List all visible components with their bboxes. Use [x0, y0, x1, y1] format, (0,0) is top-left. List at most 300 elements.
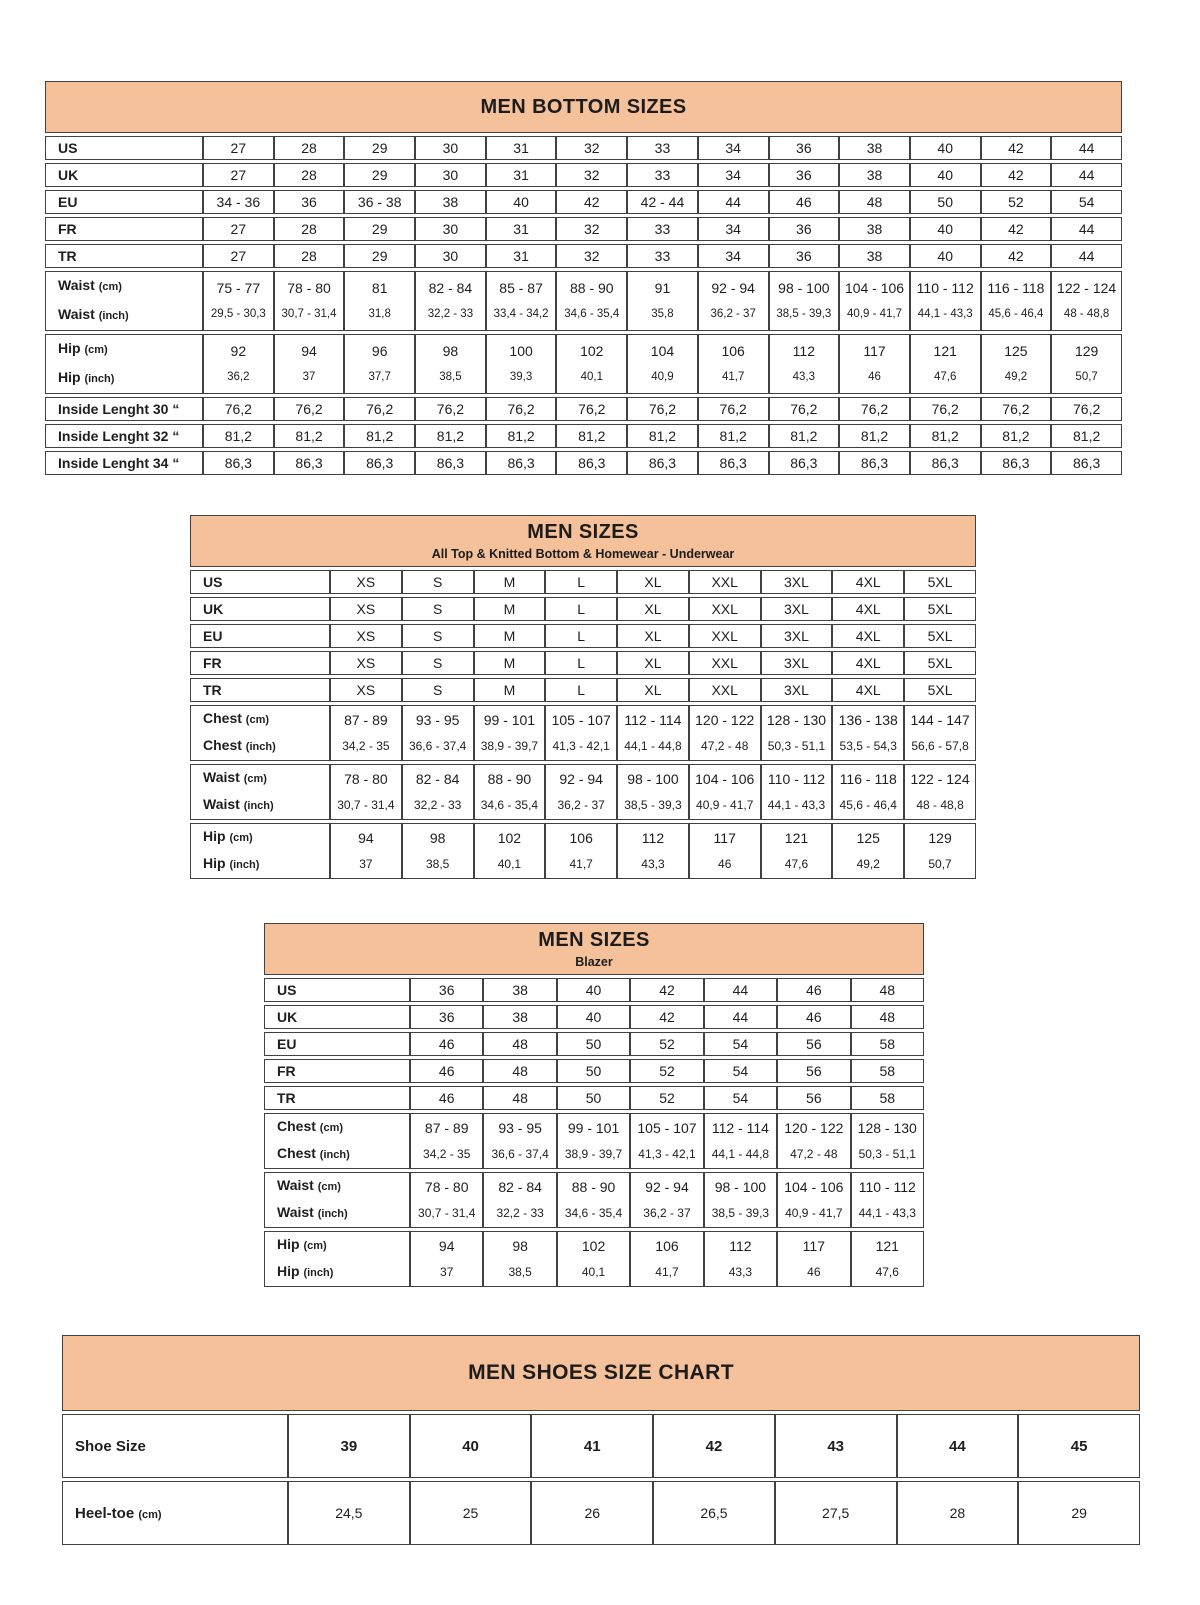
row-label-text: UK	[58, 167, 79, 183]
size-cell: 4XL	[832, 624, 904, 648]
size-value-cm: 105 - 107	[551, 712, 611, 728]
size-cell: L	[545, 624, 617, 648]
size-cell: M	[474, 597, 546, 621]
size-cell: 81,2	[769, 424, 840, 448]
size-value-inch: 46	[718, 857, 732, 871]
size-cell	[981, 271, 1052, 331]
size-cell: XXL	[689, 678, 761, 702]
size-cell: 42	[653, 1414, 775, 1478]
row-label-unit: (cm)	[138, 1508, 162, 1521]
table-row	[190, 705, 976, 761]
size-value-cm: 104 - 106	[695, 771, 755, 787]
row-label-text: TR	[277, 1090, 296, 1106]
row-label-cell	[190, 651, 330, 675]
row-label-cell	[45, 271, 203, 331]
size-value-inch: 36,2	[227, 371, 250, 383]
size-cell: 76,2	[344, 397, 415, 421]
row-label-text: Inside Lenght 34 “	[58, 455, 180, 471]
size-cell: M	[474, 678, 546, 702]
size-value-inch: 35,8	[651, 308, 674, 320]
size-cell: 40	[410, 1414, 532, 1478]
table-row	[190, 678, 976, 702]
size-value-cm: 92 - 94	[559, 771, 603, 787]
row-label-unit: (inch)	[243, 800, 274, 812]
table-row	[45, 136, 1122, 160]
size-value-inch: 44,1 - 44,8	[624, 739, 682, 753]
size-cell	[904, 705, 976, 761]
table-row	[264, 1032, 924, 1056]
row-label-text: Hip	[58, 340, 81, 356]
size-cell: 46	[410, 1032, 483, 1056]
row-label-line	[277, 1173, 409, 1200]
size-cell: 28	[897, 1481, 1019, 1545]
size-value-inch: 36,6 - 37,4	[491, 1147, 549, 1161]
row-label-text: US	[58, 140, 78, 156]
size-cell: 86,3	[769, 451, 840, 475]
row-label-text: UK	[277, 1009, 298, 1025]
size-cell	[851, 1231, 924, 1287]
size-value-cm: 104 - 106	[784, 1179, 844, 1195]
row-label-cell	[45, 397, 203, 421]
size-value-inch: 32,2 - 33	[413, 798, 462, 812]
size-value-cm: 121	[875, 1238, 899, 1254]
size-value-inch: 41,3 - 42,1	[552, 739, 610, 753]
table-row	[62, 1414, 1140, 1478]
size-cell: XXL	[689, 651, 761, 675]
row-label-text: UK	[203, 601, 224, 617]
size-cell: 50	[557, 1032, 630, 1056]
size-cell: 33	[627, 217, 698, 241]
size-cell	[556, 271, 627, 331]
size-cell	[274, 334, 345, 394]
size-value-inch: 33,4 - 34,2	[493, 308, 549, 320]
size-cell: 44	[1051, 217, 1122, 241]
size-value-inch: 40,9 - 41,7	[696, 798, 754, 812]
row-label-unit: (inch)	[229, 859, 260, 871]
size-cell: 54	[1051, 190, 1122, 214]
row-label-text: Chest	[277, 1145, 316, 1161]
size-cell	[630, 1113, 703, 1169]
row-label-unit: (inch)	[245, 741, 276, 753]
size-value-cm: 98 - 100	[627, 771, 679, 787]
size-value-inch: 37	[440, 1265, 454, 1279]
size-value-cm: 94	[358, 830, 374, 846]
size-cell: 5XL	[904, 678, 976, 702]
size-value-cm: 78 - 80	[287, 280, 331, 296]
row-label-cell	[190, 678, 330, 702]
size-value-cm: 112 - 114	[624, 712, 682, 728]
table-head	[62, 1335, 1140, 1411]
size-cell: 40	[557, 1005, 630, 1029]
size-cell: 76,2	[981, 397, 1052, 421]
size-cell: 46	[777, 978, 850, 1002]
table-subtitle: Blazer	[575, 955, 613, 969]
size-cell	[761, 764, 833, 820]
size-cell: 81,2	[910, 424, 981, 448]
size-value-inch: 36,6 - 37,4	[408, 739, 467, 753]
size-cell: 76,2	[486, 397, 557, 421]
row-label-unit: (cm)	[84, 344, 108, 356]
row-label-cell	[62, 1481, 288, 1545]
row-label-line	[203, 824, 329, 851]
row-label-cell	[45, 424, 203, 448]
row-label-text: Waist	[58, 306, 95, 322]
size-value-inch: 38,5 - 39,3	[624, 798, 682, 812]
size-cell: 40	[910, 163, 981, 187]
size-cell: 3XL	[761, 678, 833, 702]
size-cell: 44	[698, 190, 769, 214]
size-value-inch: 47,6	[875, 1265, 899, 1279]
size-cell: 27	[203, 244, 274, 268]
size-cell: XL	[617, 597, 689, 621]
size-cell: 43	[775, 1414, 897, 1478]
size-value-cm: 128 - 130	[766, 712, 827, 728]
size-cell: 30	[415, 136, 486, 160]
size-cell: 56	[777, 1032, 850, 1056]
size-cell: 36	[274, 190, 345, 214]
header-row	[45, 81, 1122, 133]
size-cell	[910, 334, 981, 394]
size-cell	[689, 764, 761, 820]
size-value-inch: 39,3	[509, 371, 533, 383]
row-label-text: EU	[277, 1036, 297, 1052]
size-cell: 31	[486, 163, 557, 187]
size-value-inch: 40,9 - 41,7	[785, 1206, 843, 1220]
size-cell: 31	[486, 217, 557, 241]
table-subtitle: All Top & Knitted Bottom & Homewear - Underwear	[431, 547, 735, 561]
row-label-cell	[190, 705, 330, 761]
size-cell: 52	[630, 1059, 703, 1083]
size-cell	[410, 1113, 483, 1169]
size-value-cm: 106	[569, 830, 593, 846]
size-cell	[483, 1231, 556, 1287]
size-value-cm: 122 - 124	[910, 771, 970, 787]
size-value-cm: 87 - 89	[424, 1120, 469, 1136]
size-value-cm: 105 - 107	[637, 1120, 697, 1136]
size-cell: 40	[910, 136, 981, 160]
row-label-text: Waist	[203, 769, 240, 785]
size-cell: 44	[704, 978, 777, 1002]
size-value-inch: 38,5	[425, 857, 450, 871]
table-row	[45, 244, 1122, 268]
size-value-cm: 136 - 138	[838, 712, 898, 728]
table-row	[264, 978, 924, 1002]
size-cell	[415, 334, 486, 394]
size-value-inch: 46	[868, 371, 881, 383]
size-cell: L	[545, 570, 617, 594]
size-cell: 45	[1018, 1414, 1140, 1478]
size-value-cm: 116 - 118	[987, 280, 1045, 296]
size-value-cm: 122 - 124	[1057, 280, 1117, 296]
size-cell: 86,3	[627, 451, 698, 475]
size-value-inch: 30,7 - 31,4	[281, 308, 337, 320]
size-cell: 86,3	[981, 451, 1052, 475]
size-value-cm: 110 - 112	[767, 771, 826, 787]
row-label-line	[203, 851, 329, 878]
size-value-inch: 30,7 - 31,4	[337, 798, 395, 812]
size-cell: 28	[274, 136, 345, 160]
size-cell: 76,2	[769, 397, 840, 421]
size-value-inch: 38,5 - 39,3	[711, 1206, 770, 1220]
size-cell: 29	[344, 163, 415, 187]
row-label-cell	[190, 764, 330, 820]
size-value-cm: 99 - 101	[483, 712, 536, 728]
size-value-inch: 32,2 - 33	[496, 1206, 544, 1220]
size-cell: 42	[981, 136, 1052, 160]
size-cell: XXL	[689, 597, 761, 621]
size-cell: 34	[698, 163, 769, 187]
size-cell	[330, 823, 402, 879]
size-cell: 56	[777, 1086, 850, 1110]
size-value-inch: 44,1 - 43,3	[917, 308, 973, 320]
size-cell	[981, 334, 1052, 394]
size-cell: 86,3	[486, 451, 557, 475]
table-row	[190, 764, 976, 820]
size-value-cm: 128 - 130	[857, 1120, 917, 1136]
row-label-line	[58, 364, 202, 393]
size-cell: 44	[897, 1414, 1019, 1478]
size-cell: 42	[981, 244, 1052, 268]
size-value-cm: 82 - 84	[498, 1179, 542, 1195]
row-label-text: Waist	[277, 1204, 314, 1220]
size-value-inch: 41,7	[655, 1265, 679, 1279]
size-value-cm: 112	[641, 830, 665, 846]
size-value-cm: 87 - 89	[344, 712, 388, 728]
size-cell: 5XL	[904, 651, 976, 675]
size-cell: 27,5	[775, 1481, 897, 1545]
table-header	[190, 515, 976, 567]
row-label-line	[277, 1141, 409, 1168]
size-cell	[630, 1231, 703, 1287]
size-cell	[689, 823, 761, 879]
size-cell: 25	[410, 1481, 532, 1545]
size-value-inch: 37	[359, 857, 373, 871]
size-cell: 36	[769, 136, 840, 160]
table-row	[264, 1086, 924, 1110]
size-cell: 42	[556, 190, 627, 214]
size-cell: XL	[617, 570, 689, 594]
size-cell: 58	[851, 1086, 924, 1110]
size-cell: 81,2	[344, 424, 415, 448]
row-label-cell	[45, 136, 203, 160]
size-value-inch: 38,9 - 39,7	[480, 739, 539, 753]
row-label-text: Chest	[203, 737, 242, 753]
size-cell: 81,2	[415, 424, 486, 448]
size-value-inch: 49,2	[856, 857, 880, 871]
size-cell: 38	[839, 217, 910, 241]
row-label-unit: (inch)	[303, 1267, 334, 1279]
size-value-cm: 98	[442, 343, 459, 359]
size-value-inch: 34,6 - 35,4	[564, 308, 620, 320]
size-cell	[617, 823, 689, 879]
size-value-inch: 53,5 - 54,3	[839, 739, 897, 753]
size-cell: 46	[769, 190, 840, 214]
size-cell: 36	[769, 163, 840, 187]
row-label-text: US	[277, 982, 297, 998]
size-value-inch: 44,1 - 44,8	[711, 1147, 770, 1161]
size-cell	[486, 271, 557, 331]
size-cell	[832, 705, 904, 761]
size-cell: 86,3	[556, 451, 627, 475]
size-cell: 36	[769, 217, 840, 241]
size-value-cm: 81	[371, 280, 388, 296]
table-body	[45, 136, 1122, 475]
size-value-cm: 125	[1004, 343, 1028, 359]
size-cell	[545, 823, 617, 879]
size-value-cm: 92 - 94	[711, 280, 755, 296]
size-cell: XL	[617, 624, 689, 648]
size-cell: 81,2	[627, 424, 698, 448]
size-value-inch: 29,5 - 30,3	[210, 308, 266, 320]
row-label-line	[277, 1232, 409, 1259]
size-value-inch: 47,2 - 48	[701, 739, 749, 753]
row-label-text: Shoe Size	[75, 1437, 146, 1455]
size-cell: 4XL	[832, 651, 904, 675]
size-value-cm: 116 - 118	[839, 771, 897, 787]
size-cell: 40	[486, 190, 557, 214]
row-label-line	[58, 335, 202, 364]
size-value-cm: 82 - 84	[428, 280, 473, 296]
size-value-inch: 36,2 - 37	[643, 1206, 691, 1220]
table-row	[45, 334, 1122, 394]
size-cell	[769, 271, 840, 331]
table-body	[190, 570, 976, 879]
size-value-cm: 104	[650, 343, 675, 359]
row-label-text: Hip	[58, 369, 81, 385]
size-cell: 76,2	[910, 397, 981, 421]
size-value-cm: 92	[230, 343, 247, 359]
size-cell	[698, 334, 769, 394]
size-value-inch: 40,1	[497, 857, 522, 871]
size-cell: 76,2	[415, 397, 486, 421]
size-cell	[1051, 334, 1122, 394]
row-label-line	[203, 792, 329, 819]
size-cell: 46	[410, 1059, 483, 1083]
size-value-inch: 50,3 - 51,1	[767, 739, 826, 753]
size-value-cm: 121	[933, 343, 957, 359]
size-cell: 86,3	[698, 451, 769, 475]
size-cell	[769, 334, 840, 394]
size-cell	[330, 764, 402, 820]
size-value-cm: 93 - 95	[415, 712, 460, 728]
row-label-text: US	[203, 574, 223, 590]
size-cell: 36	[769, 244, 840, 268]
size-value-cm: 120 - 122	[695, 712, 755, 728]
row-label-cell	[45, 190, 203, 214]
size-cell	[474, 823, 546, 879]
size-cell: 5XL	[904, 624, 976, 648]
row-label-cell	[264, 1086, 410, 1110]
table-row	[45, 451, 1122, 475]
size-cell: S	[402, 597, 474, 621]
size-value-cm: 99 - 101	[567, 1120, 620, 1136]
size-cell	[402, 764, 474, 820]
size-cell: XL	[617, 651, 689, 675]
size-value-inch: 36,2 - 37	[557, 798, 605, 812]
size-cell	[557, 1113, 630, 1169]
size-value-inch: 43,3	[728, 1265, 753, 1279]
row-label-text: Hip	[203, 855, 226, 871]
size-value-inch: 38,5	[439, 371, 462, 383]
size-cell: L	[545, 678, 617, 702]
row-label-text: Waist	[277, 1177, 314, 1193]
row-label-cell	[62, 1414, 288, 1478]
size-cell: 81,2	[698, 424, 769, 448]
size-cell: 86,3	[274, 451, 345, 475]
row-label-cell	[264, 1032, 410, 1056]
row-label-unit: (cm)	[303, 1240, 327, 1252]
size-cell	[402, 823, 474, 879]
size-cell: 76,2	[203, 397, 274, 421]
size-cell: 86,3	[415, 451, 486, 475]
size-cell: 36 - 38	[344, 190, 415, 214]
size-cell: 76,2	[1051, 397, 1122, 421]
size-value-inch: 50,7	[928, 857, 952, 871]
size-cell	[203, 334, 274, 394]
size-cell: XS	[330, 624, 402, 648]
table-header	[45, 81, 1122, 133]
size-cell: 38	[839, 136, 910, 160]
size-cell: 86,3	[839, 451, 910, 475]
size-cell: M	[474, 624, 546, 648]
size-value-cm: 144 - 147	[910, 712, 970, 728]
table-title: MEN SIZES	[527, 521, 639, 543]
size-cell: 46	[410, 1086, 483, 1110]
size-value-cm: 117	[802, 1238, 825, 1254]
size-value-cm: 125	[856, 830, 880, 846]
size-cell: 34	[698, 136, 769, 160]
size-cell: 32	[556, 163, 627, 187]
size-cell: 48	[839, 190, 910, 214]
row-label-cell	[190, 597, 330, 621]
size-value-cm: 92 - 94	[645, 1179, 689, 1195]
size-cell: 40	[910, 217, 981, 241]
size-value-inch: 46	[807, 1265, 821, 1279]
row-label-unit: (cm)	[229, 832, 253, 844]
table-title: MEN SHOES SIZE CHART	[468, 1361, 734, 1384]
size-cell: 38	[415, 190, 486, 214]
size-cell: 50	[910, 190, 981, 214]
size-value-inch: 47,6	[934, 371, 957, 383]
size-value-inch: 41,3 - 42,1	[638, 1147, 696, 1161]
row-label-text: Inside Lenght 30 “	[58, 401, 180, 417]
size-value-cm: 98	[512, 1238, 528, 1254]
size-value-inch: 38,5 - 39,3	[776, 308, 832, 320]
size-value-cm: 88 - 90	[571, 1179, 616, 1195]
size-value-cm: 91	[654, 280, 671, 296]
table-row	[190, 651, 976, 675]
row-label-unit: (cm)	[98, 281, 122, 293]
size-cell: 46	[777, 1005, 850, 1029]
size-value-cm: 98 - 100	[778, 280, 830, 296]
size-value-inch: 44,1 - 43,3	[858, 1206, 916, 1220]
size-cell	[910, 271, 981, 331]
size-cell	[839, 334, 910, 394]
table-head	[264, 923, 924, 975]
row-label-cell	[264, 1005, 410, 1029]
men-sizes-blazer-table-container	[264, 920, 924, 1290]
row-label-unit: (inch)	[319, 1149, 350, 1161]
table-head	[45, 81, 1122, 133]
size-cell: 50	[557, 1086, 630, 1110]
size-value-cm: 106	[721, 343, 745, 359]
row-label-text: TR	[58, 248, 77, 264]
table-row	[190, 570, 976, 594]
row-label-cell	[45, 244, 203, 268]
row-label-unit: (cm)	[319, 1122, 344, 1134]
size-cell: 30	[415, 163, 486, 187]
row-label-cell	[264, 1059, 410, 1083]
